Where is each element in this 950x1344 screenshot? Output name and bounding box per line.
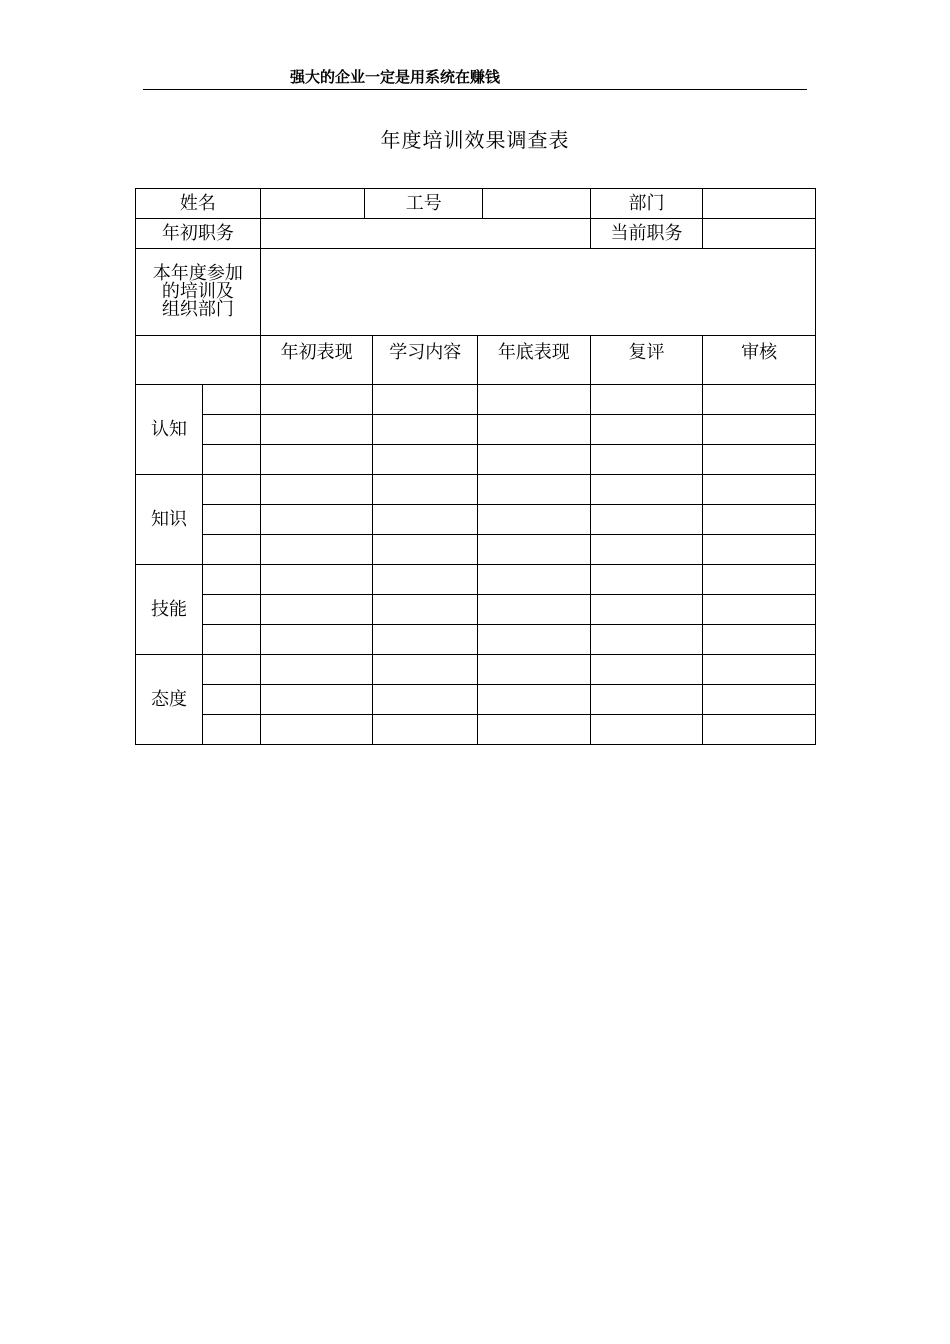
table-row (136, 415, 816, 445)
input-cell[interactable] (373, 415, 478, 445)
input-cell[interactable] (590, 505, 703, 535)
input-cell[interactable] (373, 505, 478, 535)
input-cell[interactable] (373, 655, 478, 685)
input-cell[interactable] (590, 565, 703, 595)
sub-item-cell[interactable] (202, 625, 260, 655)
input-cell[interactable] (703, 505, 816, 535)
sub-item-cell[interactable] (202, 505, 260, 535)
category-label: 知识 (136, 475, 203, 565)
table-row (136, 715, 816, 745)
input-cell[interactable] (373, 385, 478, 415)
sub-item-cell[interactable] (202, 595, 260, 625)
category-label: 认知 (136, 385, 203, 475)
employee-id-label: 工号 (365, 189, 483, 219)
table-row (136, 625, 816, 655)
input-cell[interactable] (703, 595, 816, 625)
column-header: 学习内容 (373, 336, 478, 385)
table-row (136, 565, 816, 595)
training-label-line: 的培训及 (161, 281, 234, 302)
category-label: 态度 (136, 655, 203, 745)
name-label: 姓名 (136, 189, 261, 219)
input-cell[interactable] (590, 685, 703, 715)
sub-item-cell[interactable] (202, 475, 260, 505)
input-cell[interactable] (260, 595, 373, 625)
input-cell[interactable] (590, 655, 703, 685)
input-cell[interactable] (590, 415, 703, 445)
input-cell[interactable] (477, 505, 590, 535)
sub-item-cell[interactable] (202, 655, 260, 685)
input-cell[interactable] (373, 445, 478, 475)
input-cell[interactable] (703, 625, 816, 655)
training-label-line: 本年度参加 (152, 263, 243, 284)
input-cell[interactable] (373, 625, 478, 655)
input-cell[interactable] (477, 685, 590, 715)
input-cell[interactable] (590, 625, 703, 655)
sub-item-cell[interactable] (202, 415, 260, 445)
table-row (136, 445, 816, 475)
input-cell[interactable] (373, 595, 478, 625)
sub-item-cell[interactable] (202, 535, 260, 565)
input-cell[interactable] (260, 625, 373, 655)
input-cell[interactable] (703, 475, 816, 505)
corner-cell (136, 336, 261, 385)
input-cell[interactable] (260, 505, 373, 535)
input-cell[interactable] (477, 535, 590, 565)
input-cell[interactable] (373, 565, 478, 595)
sub-item-cell[interactable] (202, 685, 260, 715)
input-cell[interactable] (590, 475, 703, 505)
sub-item-cell[interactable] (202, 385, 260, 415)
current-position-field[interactable] (703, 219, 816, 249)
name-field[interactable] (260, 189, 365, 219)
column-header: 年初表现 (260, 336, 373, 385)
input-cell[interactable] (477, 715, 590, 745)
table-row (136, 385, 816, 415)
table-row (136, 475, 816, 505)
input-cell[interactable] (260, 715, 373, 745)
input-cell[interactable] (703, 415, 816, 445)
column-header: 审核 (703, 336, 816, 385)
survey-form-table (135, 188, 816, 745)
input-cell[interactable] (703, 385, 816, 415)
training-label-line: 组织部门 (161, 299, 234, 320)
input-cell[interactable] (477, 445, 590, 475)
input-cell[interactable] (260, 655, 373, 685)
input-cell[interactable] (590, 385, 703, 415)
department-field[interactable] (703, 189, 816, 219)
training-label (136, 249, 261, 336)
input-cell[interactable] (590, 535, 703, 565)
category-label: 技能 (136, 565, 203, 655)
input-cell[interactable] (477, 385, 590, 415)
table-row (136, 685, 816, 715)
input-cell[interactable] (260, 685, 373, 715)
input-cell[interactable] (703, 655, 816, 685)
input-cell[interactable] (477, 625, 590, 655)
current-position-label: 当前职务 (590, 219, 703, 249)
input-cell[interactable] (590, 595, 703, 625)
input-cell[interactable] (260, 415, 373, 445)
sub-item-cell[interactable] (202, 715, 260, 745)
input-cell[interactable] (477, 565, 590, 595)
table-row (136, 505, 816, 535)
header-divider (143, 89, 807, 90)
input-cell[interactable] (703, 715, 816, 745)
input-cell[interactable] (373, 715, 478, 745)
sub-item-cell[interactable] (202, 565, 260, 595)
input-cell[interactable] (373, 685, 478, 715)
table-row (136, 595, 816, 625)
training-field[interactable] (260, 249, 815, 336)
department-label: 部门 (590, 189, 703, 219)
input-cell[interactable] (477, 415, 590, 445)
input-cell[interactable] (477, 595, 590, 625)
sub-item-cell[interactable] (202, 445, 260, 475)
employee-id-field[interactable] (483, 189, 591, 219)
input-cell[interactable] (260, 385, 373, 415)
input-cell[interactable] (260, 445, 373, 475)
input-cell[interactable] (703, 565, 816, 595)
initial-position-field[interactable] (260, 219, 590, 249)
input-cell[interactable] (590, 445, 703, 475)
input-cell[interactable] (260, 535, 373, 565)
input-cell[interactable] (703, 535, 816, 565)
table-row (136, 655, 816, 685)
input-cell[interactable] (477, 475, 590, 505)
table-row (136, 535, 816, 565)
column-header: 年底表现 (477, 336, 590, 385)
input-cell[interactable] (373, 535, 478, 565)
input-cell[interactable] (703, 445, 816, 475)
input-cell[interactable] (590, 715, 703, 745)
input-cell[interactable] (703, 685, 816, 715)
column-header: 复评 (590, 336, 703, 385)
input-cell[interactable] (477, 655, 590, 685)
document-title: 年度培训效果调查表 (380, 128, 570, 152)
input-cell[interactable] (260, 565, 373, 595)
input-cell[interactable] (260, 475, 373, 505)
page-header-text: 强大的企业一定是用系统在赚钱 (290, 68, 501, 86)
input-cell[interactable] (373, 475, 478, 505)
initial-position-label: 年初职务 (136, 219, 261, 249)
